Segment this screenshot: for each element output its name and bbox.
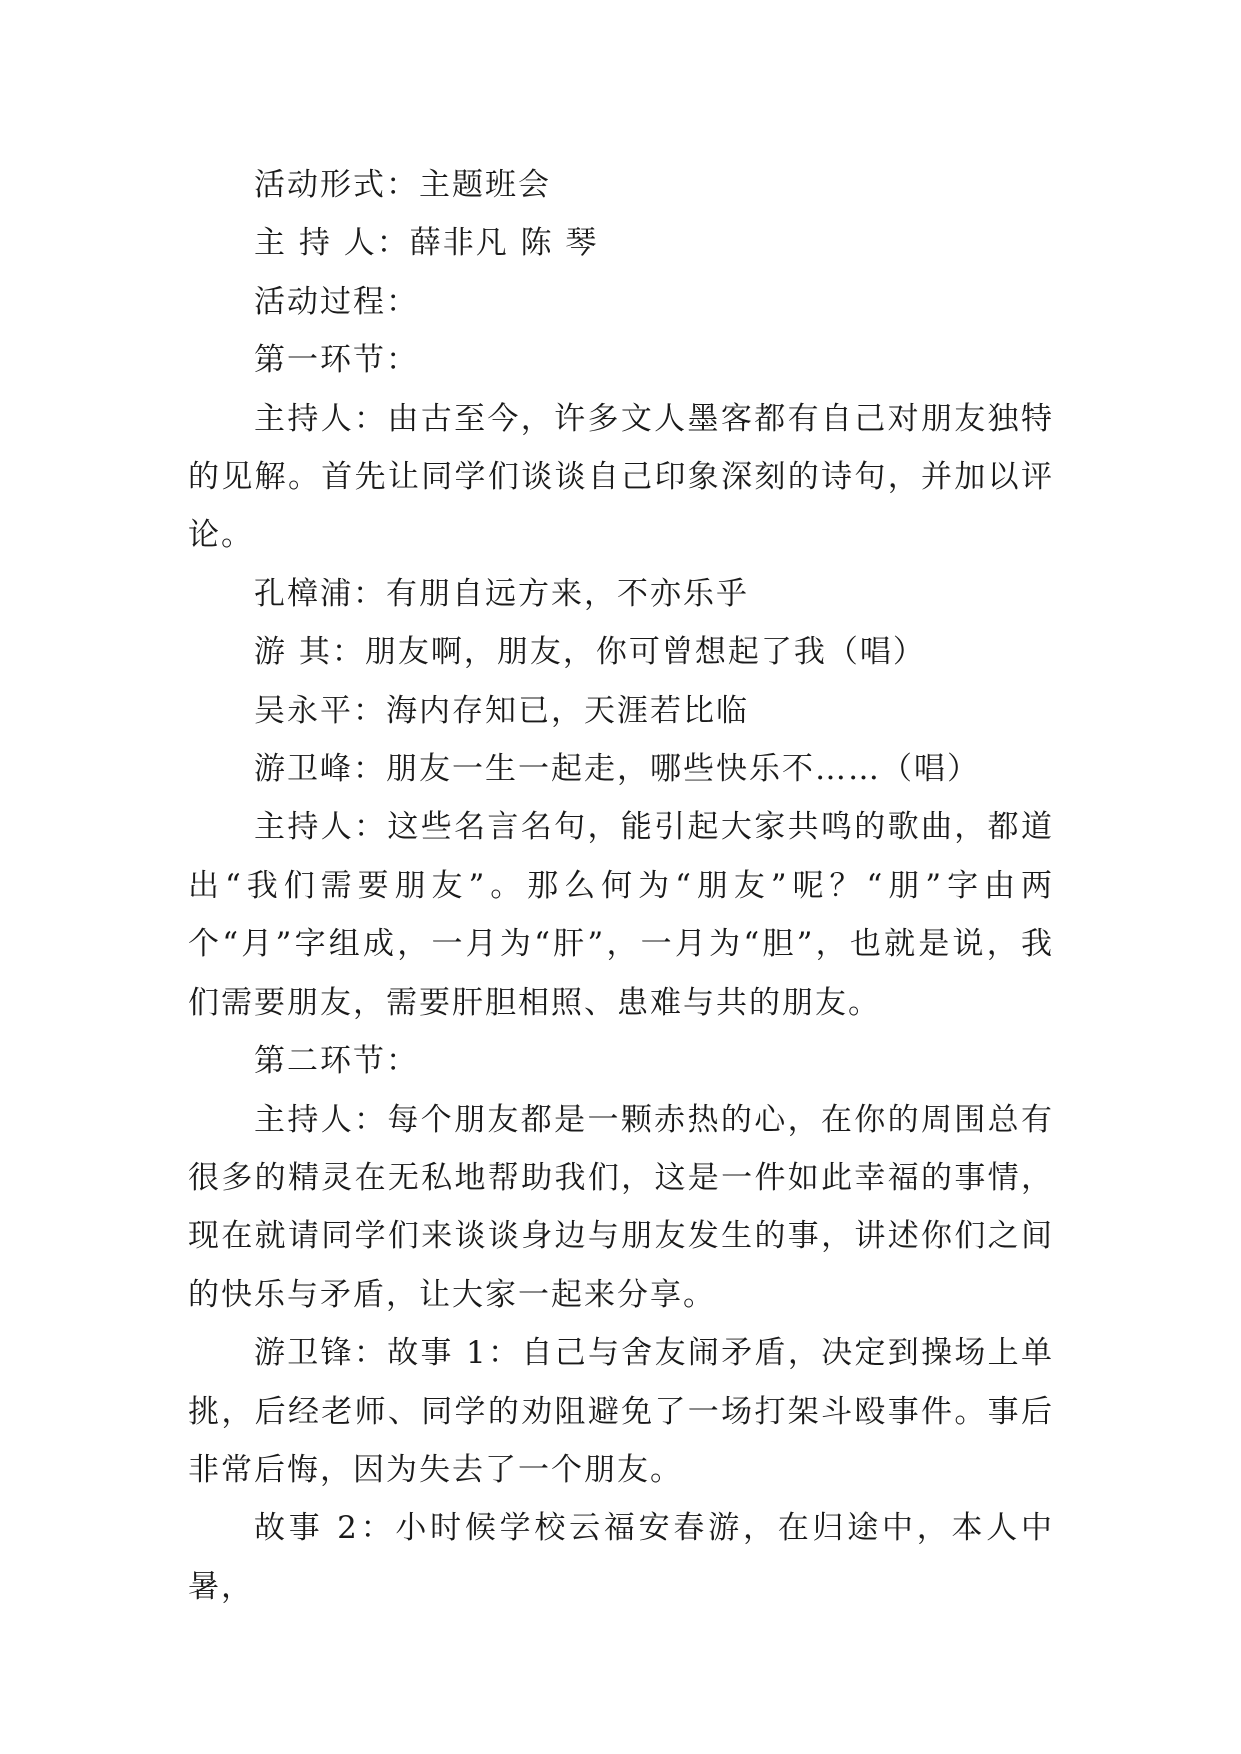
paragraph-host-intro: 主持人：由古至今，许多文人墨客都有自己对朋友独特的见解。首先让同学们谈谈自己印象深刻的诗句，并加以评论。 (188, 400, 1054, 554)
paragraph-you-weifeng: 游卫峰：朋友一生一起走，哪些快乐不……（唱） (254, 751, 980, 788)
paragraph-you-qi: 游 其：朋友啊，朋友，你可曾想起了我（唱） (254, 634, 926, 671)
paragraph-hosts: 主 持 人：薛非凡 陈 琴 (254, 225, 599, 262)
paragraph-activity-form: 活动形式：主题班会 (254, 167, 551, 203)
paragraph-wu: 吴永平：海内存知已，天涯若比临 (254, 692, 749, 729)
paragraph-story-one: 游卫锋：故事 1：自己与舍友闹矛盾，决定到操场上单挑，后经老师、同学的劝阻避免了一场打架斗殴事件。事后非常后悔，因为失去了一个朋友。 (188, 1335, 1054, 1488)
paragraph-section-one-heading: 第一环节： (254, 342, 419, 379)
document-body (188, 156, 1054, 1616)
paragraph-host-friend-meaning: 主持人：这些名言名句，能引起大家共鸣的歌曲，都道出“我们需要朋友”。那么何为“朋友”呢？“朋”字由两个“月”字组成，一月为“肝”，一月为“胆”，也就是说，我们需要朋友，需要肝胆相照、患难与共的朋友。 (188, 809, 1054, 1021)
paragraph-kong: 孔樟浦：有朋自远方来，不亦乐乎 (254, 575, 749, 612)
paragraph-story-two: 故事 2：小时候学校云福安春游，在归途中，本人中暑， (188, 1510, 1054, 1605)
paragraph-section-two-heading: 第二环节： (254, 1043, 419, 1080)
paragraph-host-stories-intro: 主持人：每个朋友都是一颗赤热的心，在你的周围总有很多的精灵在无私地帮助我们，这是一件如此幸福的事情，现在就请同学们来谈谈身边与朋友发生的事，讲述你们之间的快乐与矛盾，让大家一起来分享。 (188, 1101, 1054, 1313)
paragraph-activity-process: 活动过程： (254, 283, 419, 320)
